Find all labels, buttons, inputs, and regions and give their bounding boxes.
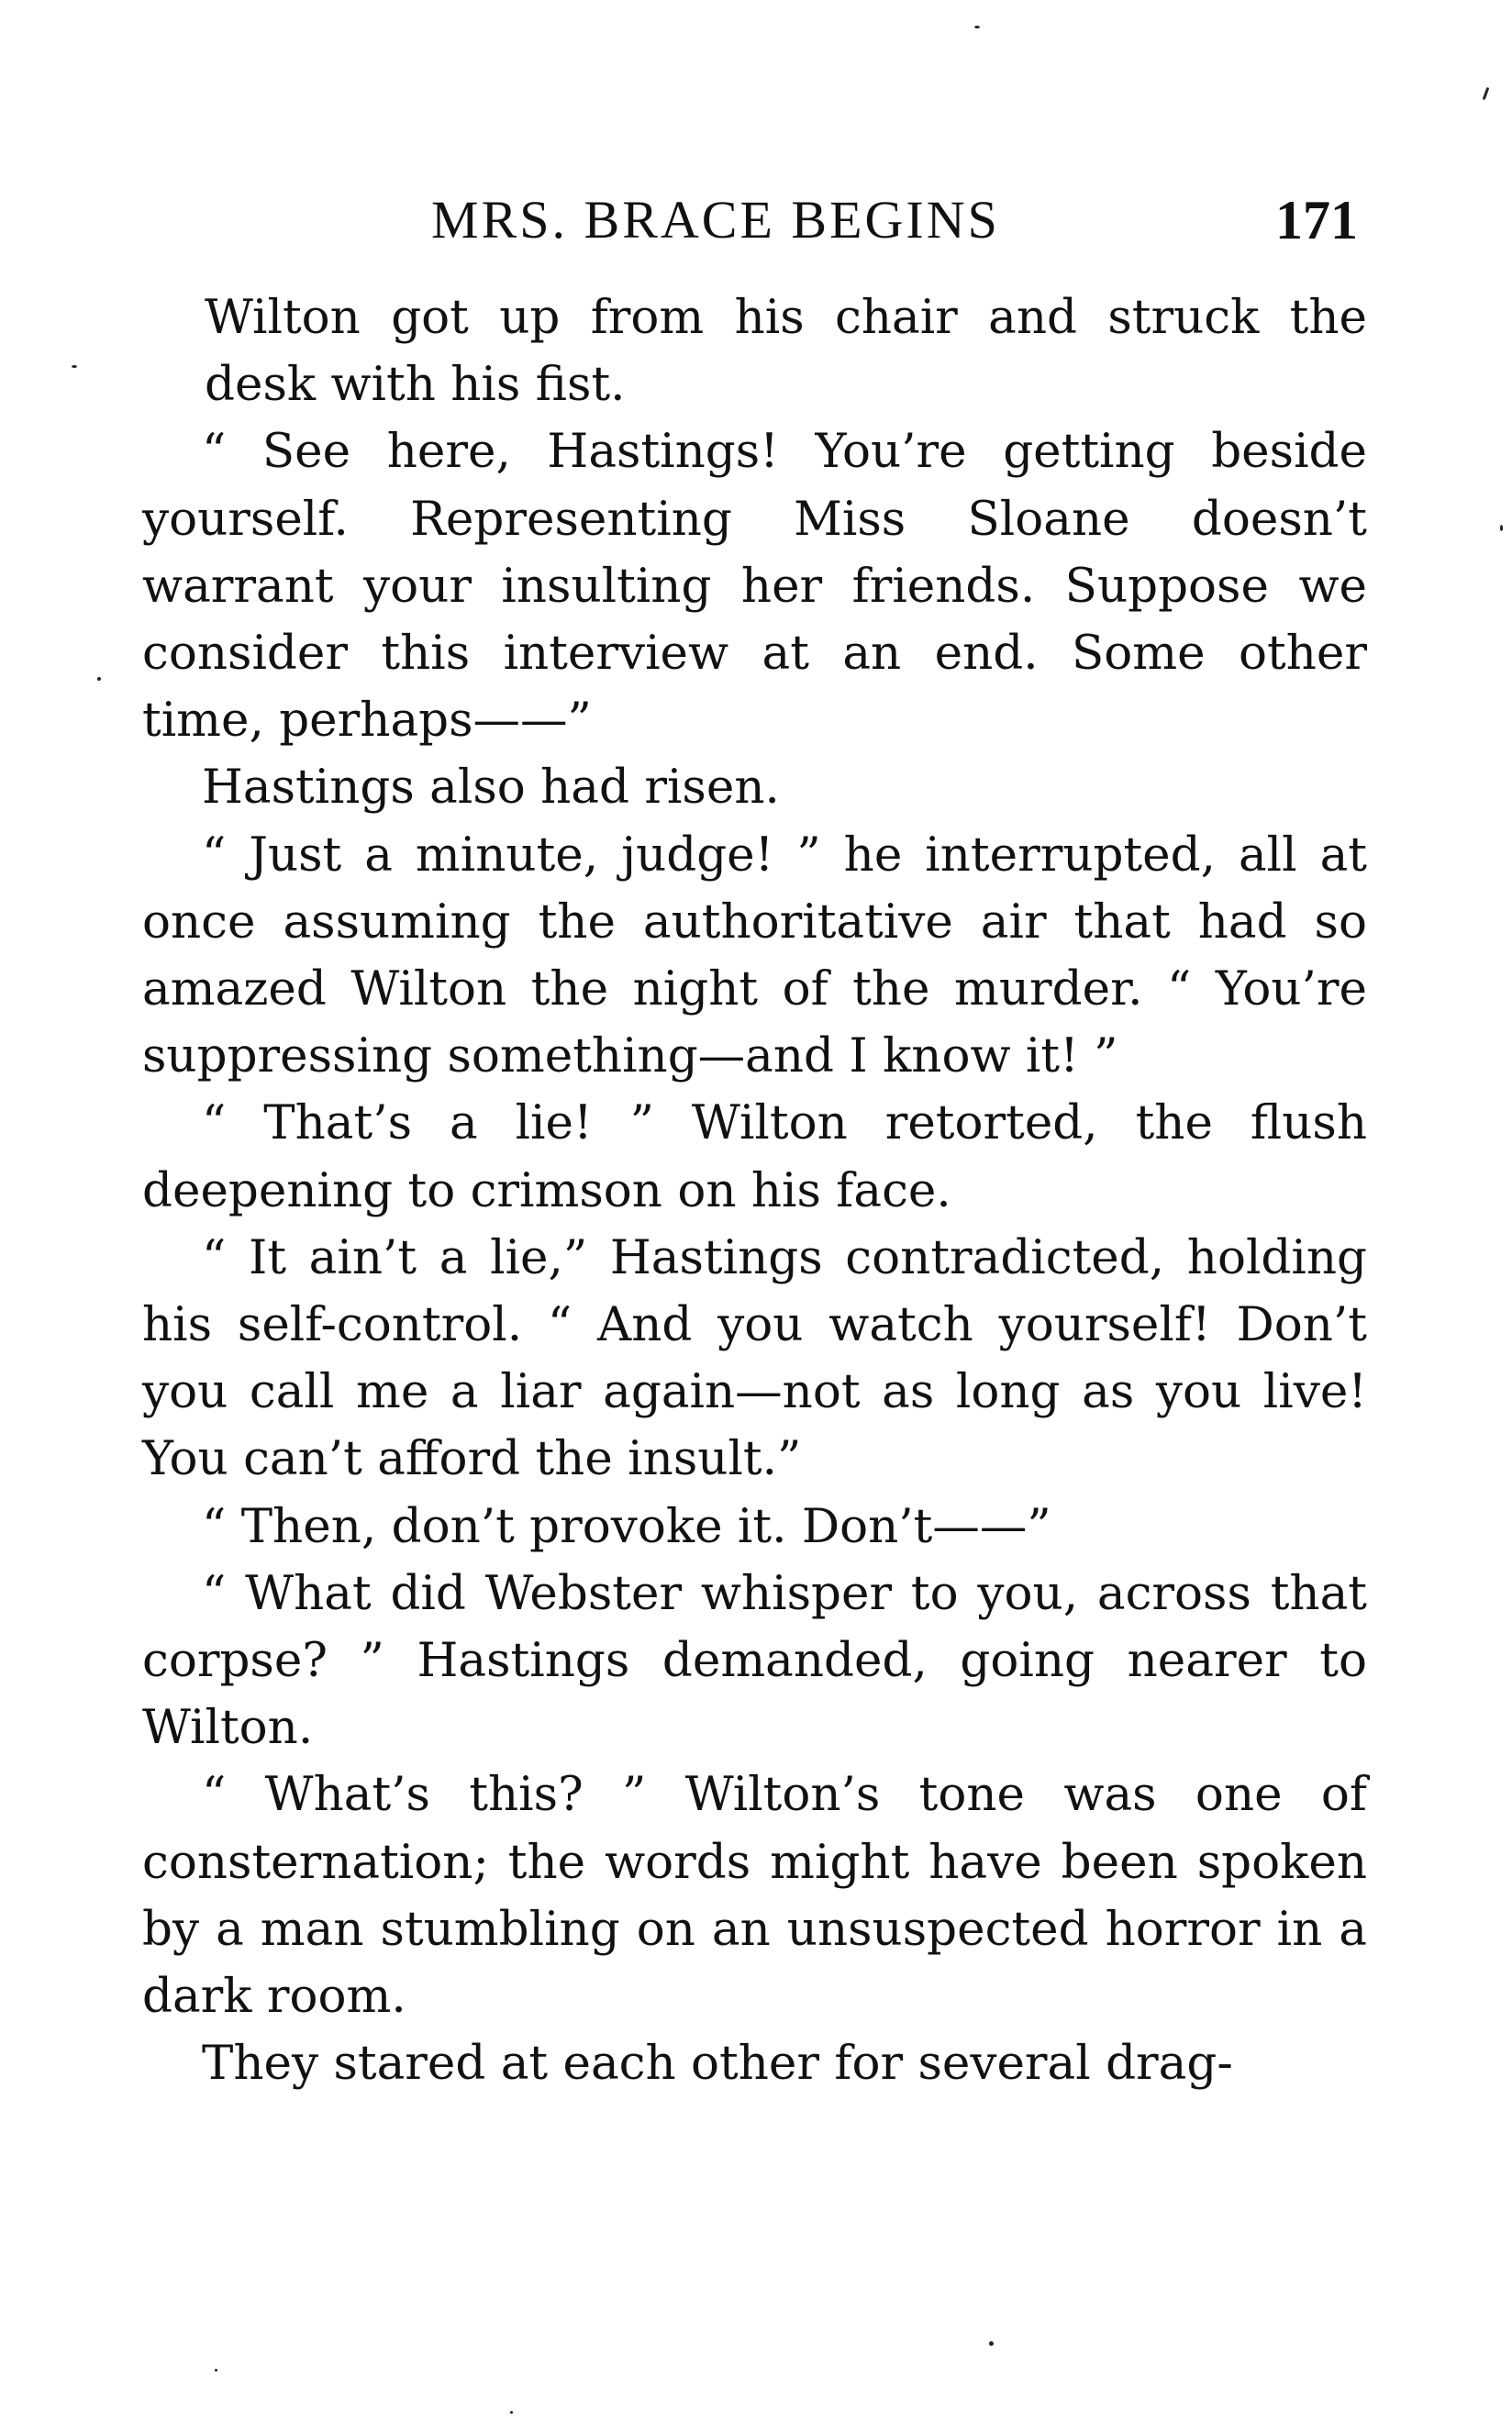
paragraph: Wilton got up from his chair and struck the desk with his fist. (205, 290, 1367, 413)
scan-speck (1500, 525, 1503, 531)
paragraph: “ That’s a lie! ” Wilton retorted, the flush deepening to crimson on his face. (142, 1095, 1367, 1218)
paragraph: “ See here, Hastings! You’re getting beside yourself. Representing Miss Sloane doesn’t warrant your insulting her friends. Suppose we consider this interview at an end. Some other time, perhaps——” (142, 424, 1367, 749)
paragraph: “ Then, don’t provoke it. Don’t——” (202, 1498, 1051, 1554)
paragraph: Hastings also had risen. (202, 760, 780, 816)
chapter-running-title: MRS. BRACE BEGINS (431, 190, 1000, 250)
scan-speck (72, 365, 77, 368)
paragraph: “ What did Webster whisper to you, across that corpse? ” Hastings demanded, going nearer to Wilton. (142, 1565, 1367, 1756)
running-head (0, 188, 1512, 252)
scan-speck (974, 26, 980, 28)
scan-speck (97, 677, 101, 681)
paragraph: They stared at each other for several drag- (202, 2036, 1233, 2092)
paragraph: “ What’s this? ” Wilton’s tone was one of consternation; the words might have been spoken by a man stumbling on an unsuspected horror in a dark room. (142, 1767, 1367, 2025)
scan-speck (215, 2369, 217, 2372)
scan-speck (989, 2341, 994, 2346)
body-text (142, 284, 1367, 2097)
scan-speck (510, 2411, 513, 2414)
paragraph: “ Just a minute, judge! ” he interrupted, all at once assuming the authoritative air that had so amazed Wilton the night of the murder. “ You’re suppressing something—and I know it! ” (142, 827, 1367, 1084)
scan-speck (1483, 87, 1490, 100)
page-number: 171 (1275, 190, 1358, 250)
paragraph: “ It ain’t a lie,” Hastings contradicted, holding his self-control. “ And you watch yourself! Don’t you call me a liar again—not as long as you live! You can’t afford the insult.” (142, 1229, 1367, 1487)
